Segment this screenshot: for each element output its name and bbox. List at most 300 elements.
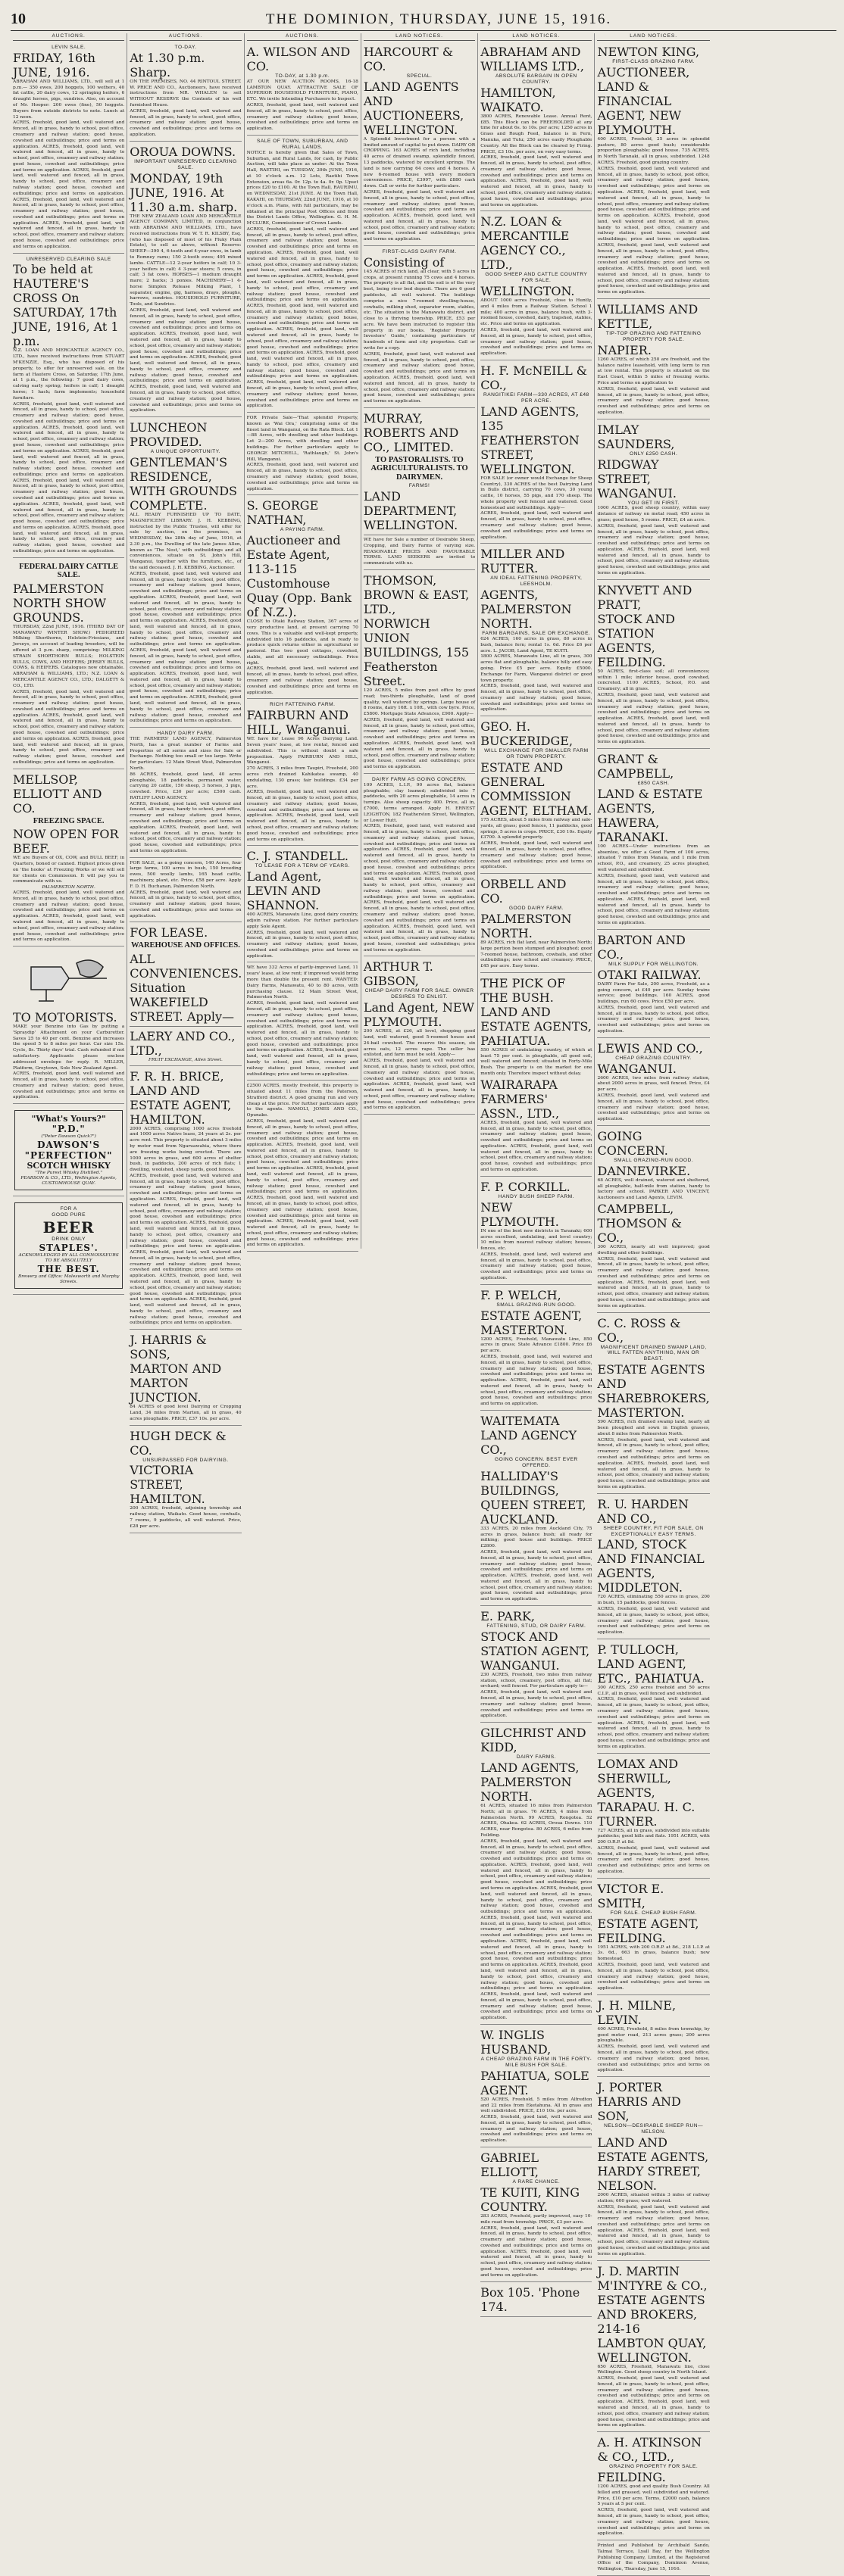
advertisement xyxy=(130,1427,241,1533)
ad-body-continued: ACRES, freehold, good land, well watered and fenced, all in grass, handy to school, post office, creamery and railway station; good house, cowshed and outbuildings; price and terms on application. ACRES, freehold, good land, well watered and fenced, all in grass, handy to school, post office, creamery and railway station; good house, cowshed and outbuildings; price and terms on application. xyxy=(597,692,710,745)
advertisement xyxy=(597,1755,709,1879)
advertiser-name: GEO. H. BUCKERIDGE, xyxy=(480,719,574,749)
whisky-advert xyxy=(14,1110,123,1190)
advertisement xyxy=(597,1641,709,1754)
ad-subheading: £850 CASH. xyxy=(637,780,670,786)
ad-caption: LAND, STOCK AND FINANCIAL AGENTS, MIDDLETON. xyxy=(597,1537,705,1595)
ad-body-continued: ACRES, freehold, good land, well watered and fenced, all in grass, handy to school, post office, creamery and railway station; good house, cowshed and outbuildings; price and terms on application. ACRES, freehold, good land, well watered and fenced, all in grass, handy to school, post office, creamery and railway station; good house, cowshed and outbuildings; price and terms on application. ACRES, freehold, good land, well watered and fenced, all in grass, handy to school, post office, creamery and railway station; good house, cowshed and outbuildings; price and terms on application. ACRES, freehold, good land, well watered and fenced, all in grass, handy to school, post office, creamery and railway station; good house, cowshed and outbuildings; price and terms on application. ACRES, freehold, good land, well watered and fenced, all in grass, handy to school, post office, creamery and railway station; good house, cowshed and outbuildings; price and terms on application. ACRES, freehold, good land, well watered and fenced, all in grass, handy to school, post office, creamery and railway station; good house, cowshed and outbuildings; price and terms on application. ACRES, freehold, good land, well watered and fenced, all in grass, handy to school, post office, creamery and railway station; good house, cowshed and outbuildings; price and terms on application. xyxy=(480,1838,592,2021)
advertisement xyxy=(597,1127,709,1313)
ad-body: 727 ACRES, all in grass, subdivided into suitable paddocks; good hills and flats. 1951 ACRES, with 200 O.R.P. at 8d. xyxy=(597,1828,710,1845)
ad-caption: PALMERSTON NORTH. xyxy=(480,911,572,940)
ad-body: 1800 ACRES, Manawatu Line, all in grass, 300 acres flat and ploughable, balance hilly and easy going. Price £5 per acre. Equity £5000. Exchange for Farm, Wanganui district or good town property. xyxy=(480,654,592,683)
ad-caption: Land Agent, NEW PLYMOUTH. xyxy=(363,1000,474,1030)
ad-subheading: NELSON—DESIRABLE SHEEP RUN—NELSON. xyxy=(604,2123,704,2135)
ad-body-continued: ACRES, freehold, good land, well watered and fenced, all in grass, handy to school, post office, creamery and railway station; good house, cowshed and outbuildings; price and terms on application. ACRES, freehold, good land, well watered and fenced, all in grass, handy to school, post office, creamery and railway station; good house, cowshed and outbuildings; price and terms on application. xyxy=(480,2225,592,2278)
advertisement xyxy=(130,419,241,728)
advertisement xyxy=(247,43,358,136)
ad-body: THURSDAY, 22nd JUNE, 1916. (THIRD DAY OF MANAWATU WINTER SHOW.) PEDIGREED Milking Shorthorns, Holstein-Friesians, and Jerseys, on account of leading breeders, will be offered at 3 p.m. sharp, comprising: MILKING STRAIN SHORTHORN BULLS; HOLSTEIN BULLS, COWS, AND HEIFERS; JERSEY BULLS, COWS, & HEIFERS. Catalogues now obtainable. ABRAHAM & WILLIAMS, LTD.; N.Z. LOAN & MERCANTILE AGENCY CO., LTD.; DALGETY & CO., LTD. xyxy=(13,624,125,688)
advertiser-name: ORBELL AND CO. xyxy=(480,877,567,906)
advertiser-name: A. H. ATKINSON & CO., LTD., xyxy=(597,2435,702,2465)
advert-line: "PERFECTION" xyxy=(24,1150,113,1162)
ad-body: 550 ACRES of undulating country, of which at least 75 per cent. is ploughable, all good soil, well watered and fenced; situated in Forty-Mile Bush. The property is on the market for one month only. Therefore inspect without delay. xyxy=(480,1047,592,1076)
ad-body-continued: ACRES, freehold, good land, well watered and fenced, all in grass, handy to school, post office, creamery and railway station; good house, cowshed and outbuildings; price and terms on application. xyxy=(480,1252,592,1280)
ad-caption: FRIDAY, 16th JUNE, 1916. xyxy=(13,50,95,80)
ad-body: 120 ACRES, 5 miles from post office by good road; two-thirds ploughable, land of good quality, well watered by springs. Large house of 8 rooms, dairy 16ft. x 10ft., with cow byre. Price, £5800. Mortgage State Advances, £900. Apply— xyxy=(363,688,476,717)
ad-subheading: TO-DAY. xyxy=(174,45,197,50)
ad-subheading: CHEAP DAIRY FARM FOR SALE. OWNER DESIRES TO ENLIST. xyxy=(364,988,474,1000)
column-1 xyxy=(11,33,127,1284)
advert-line: PEARSON & CO., LTD., Wellington Agents, CUSTOMHOUSE QUAY. xyxy=(20,1176,117,1187)
ad-subheading: SPECIAL. xyxy=(406,73,433,79)
ad-body-continued: ACRES, freehold, good land, well watered and fenced, all in grass, handy to school, post office, creamery and railway station; good house, cowshed and outbuildings; price and terms on application. ACRES, freehold, good land, well watered and fenced, all in grass, handy to school, post office, creamery and railway station; good house, cowshed and outbuildings; price and terms on application. ACRES, freehold, good land, well watered and fenced, all in grass, handy to school, post office, creamery and railway station; good house, cowshed and outbuildings; price and terms on application. ACRES, freehold, good land, well watered and fenced, all in grass, handy to school, post office, creamery and railway station; good house, cowshed and outbuildings; price and terms on application. ACRES, freehold, good land, well watered and fenced, all in grass, handy to school, post office, creamery and railway station; good house, cowshed and outbuildings; price and terms on application. xyxy=(597,166,710,295)
ad-subheading: FIRST-CLASS GRAZING FARM. xyxy=(612,59,696,64)
advertisement xyxy=(597,43,709,299)
beer-advert xyxy=(14,1202,123,1289)
ad-body: WE have 332 Acres of partly-improved Land, 11 years' lease, at low rent; if improved would bring more than double the present rent. WANTED: Dairy Farms, Manawatu, 40 to 80 acres, with purchasing clause. 12 Main Street West, Palmerston North. xyxy=(246,965,358,1000)
ad-body: THE NEW ZEALAND LOAN AND MERCANTILE AGENCY COMPANY, LIMITED, in conjunction with ABRAHAM AND WILLIAMS, LTD., have received instructions from W. T. R. KILSBY, Esq. (who has disposed of most of his Fluky Plain Estate), to sell as above, without Reserve: SHEEP—390 4, 6-tooth and 4-year ewes, in lamb to Romney rams; 150 2-tooth ewes; 495 mixed lambs. CATTLE—12 2-year heifers in calf; 10 3-year heifers in calf; 4 3-year steers; 5 cows, in calf; 3 fat cows. HORSES—1 medium draught mare; 2 hacks; 3 ponies. MACHINERY—1 4-horse Simplex Release Milking Plant, 1 separator, engine, gig, harness, drays, ploughs, harrows, sundries. HOUSEHOLD FURNITURE, Tools, and Sundries. xyxy=(130,214,242,307)
ad-caption: STOCK AND STATION AGENTS, FEILDING. xyxy=(597,611,675,669)
ad-caption: PALMERSTON NORTH. xyxy=(42,885,95,890)
ad-body: £2500 ACRES, mostly freehold, this property is situated about 11 miles from the Paterson, Stratford district. A good grazing run and very cheap at the price. For further particulars apply to the agents. NAMOLI, JONES AND CO., Opunake. xyxy=(246,1084,358,1118)
column-5 xyxy=(478,33,595,2314)
ad-subheading: CHEAP GRAZING COUNTRY. xyxy=(615,1055,692,1061)
ad-body: 175 ACRES, about 5 miles from railway and sale-yards, all grass; good fences, 11 paddocks, good springs, 5 acres in crops. PRICE, £30 10s. Equity £3700. A splendid property. xyxy=(480,818,592,840)
column-header: AUCTIONS. xyxy=(130,33,241,41)
ad-body: 624 ACRES, 160 acres in grass, 80 acres in bush, balance fern; rental 1s. 6d. Price £6 per acre. L. JACOB, Land Agent, TE KUITI. xyxy=(480,637,592,653)
ad-subheading: FIRST-CLASS DAIRY FARM. xyxy=(382,248,457,254)
advertisement xyxy=(130,924,241,1065)
divider xyxy=(130,1026,241,1027)
advertisement xyxy=(480,1178,592,1285)
advertiser-name: P. TULLOCH, xyxy=(597,1642,679,1657)
advertisement xyxy=(597,1495,709,1639)
ad-body: 1951 ACRES, with 200 O.R.P. at 8d., 218 L.I.P. at 3s. 6d., 663 in grass, balance bush; new homestead. xyxy=(597,1944,710,1962)
advertiser-name: J. PORTER HARRIS AND SON, xyxy=(597,2080,681,2124)
ad-body: FOR SALE (or owner would Exchange for Sheep Country), 330 ACRES of the best Dairying Land in Bulls district, carrying 70 cows, 30 young cattle, 10 horses, 55 pigs, and 170 sheep. The whole property well fenced and watered. Good homestead and outbuildings. Apply— xyxy=(480,476,592,510)
ad-subheading: TO-DAY, at 1.30 p.m. xyxy=(275,73,330,79)
ad-body: 400 ACRES, Manawatu Line, good dairy country, adjoin railway station. For further particulars apply Sole Agent. xyxy=(246,912,358,929)
advert-line: SCOTCH WHISKY xyxy=(27,1161,111,1171)
ad-caption: NOW OPEN FOR BEEF. xyxy=(13,827,119,856)
ad-body-continued: ACRES, freehold, good land, well watered and fenced, all in grass, handy to school, post office, creamery and railway station; good house, cowshed and outbuildings; price and terms on application. ACRES, freehold, good land, well watered and fenced, all in grass, handy to school, post office, creamery and railway station; good house, cowshed and outbuildings; price and terms on application. xyxy=(597,1697,710,1749)
advertisement xyxy=(597,1315,709,1494)
advertiser-name: CAMPBELL, THOMSON & CO., xyxy=(597,1201,683,1245)
ad-subheading: A UNIQUE OPPORTUNITY. xyxy=(150,449,221,455)
ad-body: 100 ACRES—Under instructions from an absentee, we offer a Good Farm of 100 acres, situated 7 miles from Manaia, and 1 mile from school, P.O., and creamery, 25 acres ploughed, well watered and subdivided. xyxy=(597,844,710,872)
ad-body: WE have for Sale a number of Desirable Sheep, Cropping, and Dairy Farms of varying size. REASONABLE PRICES AND FAVOURABLE TERMS. LAND SEEKERS are invited to communicate with us. xyxy=(363,538,476,566)
advertiser-name: WAITEMATA LAND AGENCY CO., xyxy=(480,1414,577,1458)
advertiser-name: KNYVETT AND PRATT, xyxy=(597,582,692,612)
ad-body-continued: ACRES, freehold, good land, well watered and fenced, all in grass, handy to school, post office, creamery and railway station; good house, cowshed and outbuildings; price and terms on application. xyxy=(597,1963,710,1991)
advertisement xyxy=(480,2026,592,2147)
advertisement xyxy=(597,2263,709,2433)
ad-subheading: GOOD DAIRY FARM. xyxy=(508,906,564,912)
ad-subheading: AN IDEAL FATTENING PROPERTY, LEESHOLM. xyxy=(490,575,583,588)
advertisement xyxy=(480,1412,592,1606)
ad-subheading: FATTENING, STUD, OR DAIRY FARM. xyxy=(486,1623,586,1629)
ad-caption: LAND AND ESTATE AGENT, HAMILTON. xyxy=(130,1083,232,1127)
column-4 xyxy=(361,33,478,1249)
advertiser-name: J. D. MARTIN M'INTYRE & CO., xyxy=(597,2263,708,2293)
ad-subheading: DAIRY FARMS. xyxy=(516,1754,556,1760)
ad-caption: MARTON AND MARTON JUNCTION. xyxy=(130,1361,222,1405)
ad-caption: LAND AGENTS, 135 FEATHERSTON STREET, WELLINGTON. xyxy=(480,404,580,476)
ad-subheading: MILK SUPPLY FOR WELLINGTON. xyxy=(608,961,699,967)
column-header: AUCTIONS. xyxy=(247,33,358,41)
advertiser-name: GABRIEL ELLIOTT, xyxy=(480,2150,539,2180)
ad-body: 1000 ACRES, good sheep country, within easy distance of railway on metal road; 450 acres in grass; good house, 5 rooms. PRICE, £4 an acre. xyxy=(597,506,710,522)
ad-body: 1260 ACRES, of which 250 are freehold, and the balance native leasehold, with long term to run at low rental. This property is situated on the East Coast, within 5 miles of freezing works. Price and terms on application to xyxy=(597,357,710,385)
ad-body: 650 ACRES, Freehold, Manawatu line, close Wellington. Good sheep country in North Island. xyxy=(597,2364,710,2375)
ad-caption: LAND AGENTS, PALMERSTON NORTH. xyxy=(480,1760,580,1804)
advertisement xyxy=(130,143,241,417)
ad-subheading: GOOD SHEEP AND CATTLE COUNTRY FOR SALE. xyxy=(485,272,588,284)
advertiser-name: MELLSOP, ELLIOTT AND CO. xyxy=(13,772,102,816)
ad-caption: RIDGWAY STREET, WANGANUI. xyxy=(597,457,677,501)
advertiser-name: C. C. ROSS & CO., xyxy=(597,1315,681,1345)
advertisement xyxy=(480,1286,592,1411)
advertisement xyxy=(247,964,358,1081)
advertiser-name: HARCOURT & CO. xyxy=(363,45,454,73)
advertisement xyxy=(364,248,475,408)
advert-line: FOR A xyxy=(60,1206,77,1212)
ad-body-continued: ACRES, freehold, good land, well watered and fenced, all in grass, handy to school, post office, creamery and railway station; good house, cowshed and outbuildings; price and terms on application. xyxy=(597,1005,710,1034)
newspaper-title: THE DOMINION, THURSDAY, JUNE 15, 1916. xyxy=(265,11,612,27)
ad-body-continued: ACRES, freehold, good land, well watered and fenced, all in grass, handy to school, post office, creamery and railway station; good house, cowshed and outbuildings; price and terms on application. xyxy=(597,1093,710,1122)
advertisement xyxy=(364,410,475,570)
advertisement xyxy=(247,414,358,495)
ad-body: FOR SALE, as a going concern, 140 Acres, four large farms, 100 acres in bush, 150 breeding ewes, 500 woolly lambs, 165 head cattle, machinery, plant, etc. Price, £58 per acre. Apply F. D. H. Buchanan, Palmerston North. xyxy=(130,860,242,889)
ad-caption: PAHIATUA, SOLE AGENT. xyxy=(480,2068,589,2097)
ad-body-continued: ACRES, freehold, good land, well watered and fenced, all in grass, handy to school, post office, creamery and railway station; good house, cowshed and outbuildings; price and terms on application. xyxy=(597,386,710,415)
ad-body: 2000 ACRES, situated within 3 miles of railway station; 600 grass; well watered. xyxy=(597,2192,710,2203)
ad-caption: GENTLEMAN'S RESIDENCE, WITH GROUNDS COMPLETE. xyxy=(130,455,237,513)
ad-heading: FREEZING SPACE. xyxy=(33,816,105,825)
ad-body-continued: ACRES, freehold, good land, well watered and fenced, all in grass, handy to school, post office, creamery and railway station; good house, cowshed and outbuildings; price and terms on application. xyxy=(480,2115,592,2144)
advert-line: "The Purest Whisky Distilled." xyxy=(35,1171,102,1176)
advertisement xyxy=(480,975,592,1177)
ad-body: THE FARMERS' LAND AGENCY, Palmerston North, has a great number of Farms and Properties of all sorms and sizes for Sale or Exchange. Nothing too small or too large. Write for particulars. 12 Main Street West, Palmerston North. xyxy=(130,737,242,771)
ad-caption: Box 105. 'Phone 174. xyxy=(480,2284,580,2314)
advertiser-name: THE PICK OF THE BUSH. xyxy=(480,975,566,1005)
advertisement xyxy=(480,43,592,211)
advertisement xyxy=(480,2149,592,2282)
advertiser-name: LOMAX AND SHERWILL, xyxy=(597,1756,679,1785)
ad-body-continued: ACRES, freehold, good land, well watered and fenced, all in grass, handy to school, post office, creamery and railway station; good house, cowshed and outbuildings; price and terms on application. ACRES, freehold, good land, well watered and fenced, all in grass, handy to school, post office, creamery and railway station; good house, cowshed and outbuildings; price and terms on application. ACRES, freehold, good land, well watered and fenced, all in grass, handy to school, post office, creamery and railway station; good house, cowshed and outbuildings; price and terms on application. xyxy=(246,1001,358,1077)
page-number: 10 xyxy=(11,11,26,27)
ad-body-continued: ACRES, freehold, good land, well watered and fenced, all in grass, handy to school, post office, creamery and railway station; good house, cowshed and outbuildings; price and terms on application. xyxy=(246,103,358,132)
ad-subheading: MAGNIFICENT DRAINED SWAMP LAND, WILL FATTEN ANYTHING, MAN OR BEAST. xyxy=(600,1344,707,1362)
ad-body: 590 ACRES, rich drained swamp land, nearly all been ploughed and sown in English grasses, about 8 miles from Palmerston North. xyxy=(597,1420,710,1436)
ad-caption: TE KUITI, KING COUNTRY. xyxy=(480,2185,580,2214)
ad-body-continued: ACRES, freehold, good land, well watered and fenced, all in grass, handy to school, post office, creamery and railway station; good house, cowshed and outbuildings; price and terms on application. ACRES, freehold, good land, well watered and fenced, all in grass, handy to school, post office, creamery and railway station; good house, cowshed and outbuildings; price and terms on application. xyxy=(480,1549,592,1602)
ad-body-continued: ACRES, freehold, good land, well watered and fenced, all in grass, handy to school, post office, creamery and railway station; good house, cowshed and outbuildings; price and terms on application. xyxy=(246,666,358,695)
column-header: LAND NOTICES. xyxy=(364,33,475,41)
ad-body-continued: ACRES, freehold, good land, well watered and fenced, all in grass, handy to school, post office, creamery and railway station; good house, cowshed and outbuildings; price and terms on application. xyxy=(597,2508,710,2537)
ad-body-continued: ACRES, freehold, good land, well watered and fenced, all in grass, handy to school, post office, creamery and railway station; good house, cowshed and outbuildings; price and terms on application. ACRES, freehold, good land, well watered and fenced, all in grass, handy to school, post office, creamery and railway station; good house, cowshed and outbuildings; price and terms on application. ACRES, freehold, good land, well watered and fenced, all in grass, handy to school, post office, creamery and railway station; good house, cowshed and outbuildings; price and terms on application. ACRES, freehold, good land, well watered and fenced, all in grass, handy to school, post office, creamery and railway station; good house, cowshed and outbuildings; price and terms on application. ACRES, freehold, good land, well watered and fenced, all in grass, handy to school, post office, creamery and railway station; good house, cowshed and outbuildings; price and terms on application. ACRES, freehold, good land, well watered and fenced, all in grass, handy to school, post office, creamery and railway station; good house, cowshed and outbuildings; price and terms on application. ACRES, freehold, good land, well watered and fenced, all in grass, handy to school, post office, creamery and railway station; good house, cowshed and outbuildings; price and terms on application. xyxy=(246,226,358,409)
ad-heading: WAREHOUSE AND OFFICES. xyxy=(131,941,240,950)
ad-caption: Auctioneer and Estate Agent, 113-115 Customhouse Quay (Opp. Bank of N.Z.). xyxy=(246,533,352,620)
advertisement xyxy=(597,1880,709,1995)
ad-body-continued: ACRES, freehold, good land, well watered and fenced, all in grass, handy to school, post office, creamery and railway station; good house, cowshed and outbuildings; price and terms on application. xyxy=(597,1845,710,1874)
advertisement xyxy=(247,847,358,962)
advertisement xyxy=(597,301,709,419)
advert-line: Brewery and Office: Molesworth and Murphy Streets. xyxy=(17,1274,120,1284)
advertiser-name: NEWTON KING, xyxy=(597,45,700,59)
advertisement xyxy=(364,958,475,1115)
ad-caption: HALLIDAY'S BUILDINGS, QUEEN STREET, AUCKLAND. xyxy=(480,1468,586,1527)
ad-body-continued: ACRES, freehold, good land, well watered and fenced, all in grass, handy to school, post office, creamery and railway station; good house, cowshed and outbuildings; price and terms on application. ACRES, freehold, good land, well watered and fenced, all in grass, handy to school, post office, creamery and railway station; good house, cowshed and outbuildings; price and terms on application. xyxy=(246,790,358,842)
advertiser-name: N.Z. LOAN & MERCANTILE AGENCY CO., LTD., xyxy=(480,214,570,273)
ad-caption: Land Agent, LEVIN AND SHANNON. xyxy=(246,869,322,913)
advertiser-name: W. INGLIS HUSBAND, xyxy=(480,2027,552,2057)
ad-body-continued: ACRES, freehold, good land, well watered and fenced, all in grass, handy to school, post office, creamery and railway station; good house, cowshed and outbuildings; price and terms on application. ACRES, freehold, good land, well watered and fenced, all in grass, handy to school, post office, creamery and railway station; good house, cowshed and outbuildings; price and terms on application. xyxy=(13,890,125,943)
illustration xyxy=(13,952,124,1008)
ad-body: ALL READY FURNISHED UP TO DATE, MAGNIFICENT LIBRARY. J. H. KEBBING, instructed by the Public Trustee, will offer for sale by auction, on the premises, on WEDNESDAY, the 28th day of June, 1916, at 2.30 p.m., the Dwelling of the late James Allen, known as 'The Nest,' with outbuildings and all conveniences, situate on St. John's Hill, Wanganui, together with the furniture, etc., of the said deceased. J. H. KEBBING, Auctioneer. xyxy=(130,513,242,571)
ad-caption: LEVIN. xyxy=(597,2012,642,2027)
advertisement xyxy=(597,750,709,930)
ad-body: AT OUR NEW AUCTION ROOMS, 16-18 LAMBTON QUAY. ATTRACTIVE SALE OF SUPERIOR HOUSEHOLD FURNITURE, PIANO, ETC. We invite Intending Purchasers to Inspect. xyxy=(246,79,358,102)
advertisement xyxy=(247,137,358,413)
ad-body-continued: ACRES, freehold, good land, well watered and fenced, all in grass, handy to school, post office, creamery and railway station; good house, cowshed and outbuildings; price and terms on application. ACRES, freehold, good land, well watered and fenced, all in grass, handy to school, post office, creamery and railway station; good house, cowshed and outbuildings; price and terms on application. xyxy=(363,1059,476,1111)
ad-body: 68 ACRES, well drained, watered and sheltered, all ploughable, half-mile from station, handy to factory and school. PARKER AND VINCENT, Auctioneers and Land Agents, LEVIN. xyxy=(597,1177,710,1201)
ad-body: 3800 ACRES, Renewable Lease. Annual Rent, £85. This Block can be FREEHOLDED at any time for about 6s. to 10s. per acre; 1250 acres in Grass and Rough Feed, balance is in Fern, Manuka, and Tutu; 250 acres easily Ploughable Country. All the Block can be cleared by Firing. PRICE, £3 10s. per acre, on very easy terms. xyxy=(480,114,592,154)
ad-subheading: ABSOLUTE BARGAIN IN OPEN COUNTRY. xyxy=(495,73,577,85)
ad-body-continued: ACRES, freehold, good land, well watered and fenced, all in grass, handy to school, post office, creamery and railway station; good house, cowshed and outbuildings; price and terms on application. xyxy=(13,1071,125,1100)
advert-line: ("Peter Dawson Quick?") xyxy=(41,1134,96,1140)
ad-subheading: SHEEP COUNTRY, FIT FOR SALE, ON EXCEPTIONALLY EASY TERMS. xyxy=(603,1525,704,1537)
ad-subheading: IMPORTANT UNRESERVED CLEARING SALE. xyxy=(134,158,237,170)
ad-body: CLOSE to Otaki Railway Station, 367 acres of very productive land, at present carrying 70 cows. This is a valuable and well-kept property, subdivided into 16 paddocks, and is ready to produce quick returns either in agricultural or pastoral. Has two good cottages, cowshed, stable, and all necessary outbuildings. Price right. xyxy=(246,619,358,666)
ad-body-continued: ACRES, freehold, good land, well watered and fenced, all in grass, handy to school, post office, creamery and railway station; good house, cowshed and outbuildings; price and terms on application. ACRES, freehold, good land, well watered and fenced, all in grass, handy to school, post office, creamery and railway station; good house, cowshed and outbuildings; price and terms on application. ACRES, freehold, good land, well watered and fenced, all in grass, handy to school, post office, creamery and railway station; good house, cowshed and outbuildings; price and terms on application. ACRES, freehold, good land, well watered and fenced, all in grass, handy to school, post office, creamery and railway station; good house, cowshed and outbuildings; price and terms on application. ACRES, freehold, good land, well watered and fenced, all in grass, handy to school, post office, creamery and railway station; good house, cowshed and outbuildings; price and terms on application. ACRES, freehold, good land, well watered and fenced, all in grass, handy to school, post office, creamery and railway station; good house, cowshed and outbuildings; price and terms on application. xyxy=(13,401,125,554)
ad-body: ABRAHAM AND WILLIAMS, LTD., will sell at 1 p.m.— 350 ewes, 200 hoggets, 100 wethers, 40 fat cattle, 20 dairy cows, 12 springing heifers, 6 draught horses, pigs, sundries. Also, on account of Mr. Hooper: 200 ewes (fine), 50 hoggets. Buyers from outside districts to note. Lunch at 12 noon. xyxy=(13,79,125,120)
ad-body: 2600 ACRES, two miles from railway station, about 2000 acres in grass, well fenced. Price, £4 per acre. xyxy=(597,1075,710,1093)
ad-subheading: GOING CONCERN. BEST EVER OFFERED. xyxy=(494,1457,578,1468)
ad-body: 89 ACRES, rich flat land, near Palmerston North; large portion been stumped and ploughed; good 7-roomed house, bathroom, cowbails, and other outbuildings; new school and creamery. PRICE, £45 per acre. Easy terms. xyxy=(480,940,592,969)
advertiser-name: LAERY AND CO., LTD., xyxy=(130,1028,236,1058)
ad-body: 520 ACRES, Freehold, 5 miles from Alfredton and 22 miles from Eketahuna. All in grass and well subdivided. PRICE, £10 10s. per acre. xyxy=(480,2097,592,2114)
ad-caption: ESTATE AGENTS AND SHAREBROKERS, MASTERTON. xyxy=(597,1362,710,1421)
ad-subheading: HANDY DAIRY FARM. xyxy=(157,731,214,737)
columns xyxy=(11,33,836,2572)
ad-heading: FEDERAL DAIRY CATTLE SALE. xyxy=(19,562,119,580)
advert-line: THE BEST. xyxy=(37,1263,100,1274)
ad-caption: NORWICH UNION BUILDINGS, 155 Featherston Street. xyxy=(363,616,470,688)
advertiser-name: C. J. STANDELL. xyxy=(246,849,349,864)
advertiser-name: J. HARRIS & SONS, xyxy=(130,1333,207,1362)
advertisement xyxy=(597,582,709,749)
advertiser-name: LEWIS AND CO., xyxy=(597,1040,703,1056)
ad-caption: ESTATE AND GENERAL COMMISSION AGENT, ELTHAM. xyxy=(480,760,592,819)
ad-body-continued: ACRES, freehold, good land, well watered and fenced, all in grass, handy to school, post office, creamery and railway station; good house, cowshed and outbuildings; price and terms on application. xyxy=(246,930,358,959)
ad-caption: TO MOTORISTS. xyxy=(13,1010,117,1025)
advertisement xyxy=(13,1106,124,1196)
ad-body-continued: ACRES, freehold, good land, well watered and fenced, all in grass, handy to school, post office, creamery and railway station; good house, cowshed and outbuildings; price and terms on application. ACRES, freehold, good land, well watered and fenced, all in grass, handy to school, post office, creamery and railway station; good house, cowshed and outbuildings; price and terms on application. xyxy=(597,523,710,576)
ad-body-continued: ACRES, freehold, good land, well watered and fenced, all in grass, handy to school, post office, creamery and railway station; good house, cowshed and outbuildings; price and terms on application. ACRES, freehold, good land, well watered and fenced, all in grass, handy to school, post office, creamery and railway station; good house, cowshed and outbuildings; price and terms on application. xyxy=(363,351,476,404)
ad-subheading: SMALL GRAZING-RUN GOOD. xyxy=(614,1157,694,1163)
advert-line: DRINK ONLY xyxy=(52,1236,86,1242)
ad-body-continued: ACRES, freehold, good land, well watered and fenced, all in grass, handy to school, post office, creamery and railway station; good house, cowshed and outbuildings; price and terms on application. xyxy=(480,684,592,713)
ad-subheading: UNSURPASSED FOR DAIRYING. xyxy=(142,1457,229,1463)
advertisement xyxy=(13,948,124,1104)
ad-body-continued: ACRES, freehold, good land, well watered and fenced, all in grass, handy to school, post office, creamery and railway station; good house, cowshed and outbuildings; price and terms on application. xyxy=(130,890,242,918)
advertiser-name: MILLER AND RUTTER. xyxy=(480,547,565,576)
ad-body: Printed and Published by Archibald Sando, Talmai Terrace, Lyall Bay, for the Wellington Publishing Company, Limited, at the Registered Office of the Company, Dominion Avenue, Wellington, Thursday, June 15, 1916. xyxy=(597,2543,710,2572)
column-header: LAND NOTICES. xyxy=(480,33,592,41)
ad-subheading: LEVIN SALE. xyxy=(52,45,86,50)
ad-body-continued: ACRES, freehold, good land, well watered and fenced, all in grass, handy to school, post office, creamery and railway station; good house, cowshed and outbuildings; price and terms on application. ACRES, freehold, good land, well watered and fenced, all in grass, handy to school, post office, creamery and railway station; good house, cowshed and outbuildings; price and terms on application. ACRES, freehold, good land, well watered and fenced, all in grass, handy to school, post office, creamery and railway station; good house, cowshed and outbuildings; price and terms on application. ACRES, freehold, good land, well watered and fenced, all in grass, handy to school, post office, creamery and railway station; good house, cowshed and outbuildings; price and terms on application. ACRES, freehold, good land, well watered and fenced, all in grass, handy to school, post office, creamery and railway station; good house, cowshed and outbuildings; price and terms on application. ACRES, freehold, good land, well watered and fenced, all in grass, handy to school, post office, creamery and railway station; good house, cowshed and outbuildings; price and terms on application. xyxy=(130,1173,242,1326)
advertisement xyxy=(480,1724,592,2025)
ad-caption: AGENTS, PALMERSTON NORTH. xyxy=(480,588,572,632)
ad-subheading: SALE OF TOWN, SUBURBAN, AND RURAL LANDS. xyxy=(256,138,349,150)
ad-body-continued: ACRES, freehold, good land, well watered and fenced, all in grass, handy to school, post office, creamery and railway station; good house, cowshed and outbuildings; price and terms on application. ACRES, freehold, good land, well watered and fenced, all in grass, handy to school, post office, creamery and railway station; good house, cowshed and outbuildings; price and terms on application. ACRES, freehold, good land, well watered and fenced, all in grass, handy to school, post office, creamery and railway station; good house, cowshed and outbuildings; price and terms on application. ACRES, freehold, good land, well watered and fenced, all in grass, handy to school, post office, creamery and railway station; good house, cowshed and outbuildings; price and terms on application. ACRES, freehold, good land, well watered and fenced, all in grass, handy to school, post office, creamery and railway station; good house, cowshed and outbuildings; price and terms on application. ACRES, freehold, good land, well watered and fenced, all in grass, handy to school, post office, creamery and railway station; good house, cowshed and outbuildings; price and terms on application. xyxy=(130,571,242,724)
ad-subheading: TO LEASE FOR A TERM OF YEARS. xyxy=(255,863,350,869)
advertiser-name: WAIRARAPA FARMERS' ASSN., LTD., xyxy=(480,1077,560,1121)
advertisement xyxy=(247,1082,358,1252)
advertisement xyxy=(247,497,358,699)
ad-caption: OTAKI RAILWAY. xyxy=(597,967,702,982)
column-2 xyxy=(127,33,244,1529)
ad-body-continued: ACRES, freehold, good land, well watered and fenced, all in grass, handy to school, post office, creamery and railway station; good house, cowshed and outbuildings; price and terms on application. xyxy=(246,463,358,491)
advertiser-name: R. U. HARDEN AND CO., xyxy=(597,1496,689,1526)
ad-body-continued: ACRES, freehold, good land, well watered and fenced, all in grass, handy to school, post office, creamery and railway station; good house, cowshed and outbuildings; price and terms on application. ACRES, freehold, good land, well watered and fenced, all in grass, handy to school, post office, creamery and railway station; good house, cowshed and outbuildings; price and terms on application. xyxy=(480,155,592,207)
advertiser-name: HUGH DECK & CO. xyxy=(130,1428,227,1458)
ad-subheading: RANGITIKEI FARM—330 ACRES, AT £48 PER ACRE. xyxy=(483,391,589,404)
ad-body: 1200 ACRES, Freehold, Manawatu Line, 850 acres in grass; State Advance £1800. Price £6 per acre. xyxy=(480,1336,592,1354)
ad-body-continued: ACRES, freehold, good land, well watered and fenced, all in grass, handy to school, post office, creamery and railway station; good house, cowshed and outbuildings; price and terms on application. ACRES, freehold, good land, well watered and fenced, all in grass, handy to school, post office, creamery and railway station; good house, cowshed and outbuildings; price and terms on application. ACRES, freehold, good land, well watered and fenced, all in grass, handy to school, post office, creamery and railway station; good house, cowshed and outbuildings; price and terms on application. ACRES, freehold, good land, well watered and fenced, all in grass, handy to school, post office, creamery and railway station; good house, cowshed and outbuildings; price and terms on application. ACRES, freehold, good land, well watered and fenced, all in grass, handy to school, post office, creamery and railway station; good house, cowshed and outbuildings; price and terms on application. xyxy=(13,120,125,249)
advertisement xyxy=(597,1040,709,1126)
advertisement xyxy=(480,2284,592,2317)
ad-body: 400 ACRES, Freehold, 25 acres in splendid pasture, 80 acres good bush; considerable proportion ploughable; good house. 735 ACRES, in North Taranaki, all in grass, subdivided. 1248 ACRES, Freehold, good grazing country. xyxy=(597,136,710,166)
advertiser-name: VICTOR E. SMITH, xyxy=(597,1881,664,1910)
ad-caption: FEILDING. xyxy=(597,2470,666,2485)
ad-subheading: SMALL GRAZING-RUN GOOD. xyxy=(496,1302,577,1308)
ad-body: NOTICE is hereby given that Sales of Town, Suburban, and Rural Lands, for cash, by Public Auction, will take place as under: At the Town Hall, RAETIHI, on TUESDAY, 20th JUNE, 1916, at 10 o'clock a.m. 12 Lots, Raetihi Town Extension, areas 6a. 0r. 12p. to 4a. 0r. 0p. Upset prices £20 to £100. At the Town Hall, RAURIMU, on WEDNESDAY, 21st JUNE. At the Town Hall, KAKAHI, on THURSDAY, 22nd JUNE, 1916, at 10 o'clock a.m. Plans, with full particulars, may be obtained at the principal Post Offices and from the District Lands Office, Wellington. G. H. M. M'CLURE, Commissioner of Crown Lands. xyxy=(246,150,358,226)
ad-body: DAIRY Farm For Sale, 200 acres, Freehold, as a going concern, at £40 per acre. Sunday trains service; good buildings. 160 ACRES, good buildings, run 60 cows. Price £50 per acre. xyxy=(597,981,710,1005)
advert-line: DAWSON'S xyxy=(37,1140,101,1151)
advertisement xyxy=(13,43,124,254)
advertiser-name: WILLIAMS AND KETTLE, xyxy=(597,302,699,331)
advertiser-name: H. F. McNEILL & CO., xyxy=(480,363,588,392)
ad-body: 84 ACRES of good level Dairying or Cropping Land, 34 miles from Marton, all in grass, 40 acres ploughable. PRICE, £37 10s. per acre. xyxy=(130,1405,242,1421)
ad-body: 50 ACRES, first-class soil; all conveniences; within 1 mile; inferior house, good cowshed, concreted. 1100 ACRES, School, P.O. and Creamery; all in grass. xyxy=(597,669,710,692)
ad-body-continued: ACRES, freehold, good land, well watered and fenced, all in grass, handy to school, post office, creamery and railway station; good house, cowshed and outbuildings; price and terms on application. ACRES, freehold, good land, well watered and fenced, all in grass, handy to school, post office, creamery and railway station; good house, cowshed and outbuildings; price and terms on application. xyxy=(597,2376,710,2428)
ad-body: 270 ACRES, 3 miles from Taupiri, Freehold, 200 acres rich drained Kahikatea swamp, 40 undulating, 130 grass; fair buildings. £34 per acre. xyxy=(246,766,358,789)
ad-body: 333 ACRES, 20 miles from Auckland City, 75 acres in grass, balance bush; all ready for milking; good house and buildings. PRICE £2800. xyxy=(480,1526,592,1549)
advertiser-name: ABRAHAM AND WILLIAMS LTD., xyxy=(480,45,584,73)
ad-body: 145 ACRES of rich land, all clear, with 5 acres in crops, at present running 75 cows and 4 horses. The property is all flat, and the soil is of the very best, being river bed deposit. There are 6 good paddocks, all well watered. The buildings comprise a nice 7-roomed dwelling-house, cowbails, milking shed, separator room, stables, etc. The situation is the Manawatu district, and close to a thriving township. PRICE, £53 per acre. We have been instructed to register this property in our books. 'Register Property Investors' Guide,' containing particulars of hundreds of farm and city properties. Call or write for a copy. xyxy=(363,269,476,351)
advert-line: "P.D." xyxy=(52,1124,86,1135)
ad-subheading: HANDY BUSH SHEEP FARM. xyxy=(498,1193,574,1199)
ad-caption: LAND AGENT, ETC., PAHIATUA. xyxy=(597,1656,705,1686)
advertiser-name: GRANT & CAMPBELL, xyxy=(597,751,674,781)
advertisement xyxy=(597,2434,709,2540)
ad-subheading: DAIRY FARM AS GOING CONCERN. xyxy=(371,776,467,782)
advertisement xyxy=(597,421,709,580)
advertiser-name: E. PARK, xyxy=(480,1609,535,1623)
ad-body: ABOUT 1000 acres Freehold, close to Huntly, and 4 miles from a Railway Station. School 1 mile; 400 acres in grass, balance bush, with 3-roomed house, cowshed, dairy, trapshed, stables, etc. Price and terms on application. xyxy=(480,298,592,327)
advertiser-name: F. P. WELCH, xyxy=(480,1287,561,1302)
ad-body: 400 ACRES, Freehold, 8 miles from township, by good motor road, 213 acres grass; 200 acres ploughable. xyxy=(597,2026,710,2044)
carburettor-illustration xyxy=(23,952,114,1005)
ad-body-continued: ACRES, freehold, good land, well watered and fenced, all in grass, handy to school, post office, creamery and railway station; good house, cowshed and outbuildings; price and terms on application. xyxy=(130,108,242,137)
column-header: LAND NOTICES. xyxy=(597,33,709,41)
advertisement xyxy=(130,729,241,858)
advertiser-name: MURRAY, ROBERTS AND CO., LIMITED. xyxy=(363,410,459,454)
advertisement xyxy=(480,545,592,716)
ad-body-continued: ACRES, freehold, good land, well watered and fenced, all in grass, handy to school, post office, creamery and railway station; good house, cowshed and outbuildings; price and terms on application. ACRES, freehold, good land, well watered and fenced, all in grass, handy to school, post office, creamery and railway station; good house, cowshed and outbuildings; price and terms on application. xyxy=(597,1437,710,1489)
ad-body: IN one of the best new districts in Taranaki; 600 acres excellent, undulating, and level country; 10 miles from nearest railway station; houses, fences, etc. xyxy=(480,1228,592,1252)
ad-body-continued: ACRES, freehold, good land, well watered and fenced, all in grass, handy to school, post office, creamery and railway station; good house, cowshed and outbuildings; price and terms on application. xyxy=(480,1690,592,1719)
advert-line: ACKNOWLEDGED BY ALL CONNOISSEURS TO BE ABSOLUTELY xyxy=(18,1252,119,1263)
advertisement xyxy=(364,572,475,774)
ad-body: 86 ACRES, freehold, good land, 40 acres ploughable, 18 paddocks, permanent water, carrying 20 cattle, 150 sheep, 3 horses, 3 pigs, cowshed. Price, £30 per acre; £500 cash. RATLIFF LAND AGENCY. xyxy=(130,772,242,800)
ad-body: ON THE PREMISES, NO. 44 RINTOUL STREET. W. PRICE AND CO., Auctioneers, have received instructions from MR. WHALEN to sell WITHOUT RESERVE the Contents of his well furnished House. xyxy=(130,79,242,108)
advertisement xyxy=(480,362,592,544)
advertisement xyxy=(13,771,124,947)
ad-caption: To be held at HAUTERE'S CROSS On SATURDAY, 17th JUNE, 1916, At 1 p.m. xyxy=(13,262,119,349)
ad-subheading: A RARE CHANCE. xyxy=(512,2179,561,2185)
ad-subheading: FARMS! xyxy=(408,483,430,489)
ad-subheading: TIP-TOP GRAZING AND FATTENING PROPERTY FOR SALE. xyxy=(605,331,702,342)
ad-body-continued: ACRES, freehold, good land, well watered and fenced, all in grass, handy to school, post office, creamery and railway station; good house, cowshed and outbuildings; price and terms on application. ACRES, freehold, good land, well watered and fenced, all in grass, handy to school, post office, creamery and railway station; good house, cowshed and outbuildings; price and terms on application. ACRES, freehold, good land, well watered and fenced, all in grass, handy to school, post office, creamery and railway station; good house, cowshed and outbuildings; price and terms on application. ACRES, freehold, good land, well watered and fenced, all in grass, handy to school, post office, creamery and railway station; good house, cowshed and outbuildings; price and terms on application. ACRES, freehold, good land, well watered and fenced, all in grass, handy to school, post office, creamery and railway station; good house, cowshed and outbuildings; price and terms on application. xyxy=(246,1119,358,1248)
ad-body-continued: ACRES, freehold, good land, well watered and fenced, all in grass, handy to school, post office, creamery and railway station; good house, cowshed and outbuildings; price and terms on application. ACRES, freehold, good land, well watered and fenced, all in grass, handy to school, post office, creamery and railway station; good house, cowshed and outbuildings; price and terms on application. xyxy=(130,801,242,853)
ad-caption: Consisting of xyxy=(363,254,445,270)
advertisement xyxy=(597,2542,709,2576)
advertiser-name: IMLAY SAUNDERS, xyxy=(597,422,675,451)
ad-body-continued: ACRES, freehold, good land, well watered and fenced, all in grass, handy to school, post office, creamery and railway station; good house, cowshed and outbuildings; price and terms on application. ACRES, freehold, good land, well watered and fenced, all in grass, handy to school, post office, creamery and railway station; good house, cowshed and outbuildings; price and terms on application. xyxy=(597,2204,710,2256)
advertisement xyxy=(480,718,592,874)
advertisement xyxy=(13,255,124,558)
advertisement xyxy=(597,1997,709,2077)
ad-body-continued: ACRES, freehold, good land, well watered and fenced, all in grass, handy to school, post office, creamery and railway station; good house, cowshed and outbuildings; price and terms on application. ACRES, freehold, good land, well watered and fenced, all in grass, handy to school, post office, creamery and railway station; good house, cowshed and outbuildings; price and terms on application. xyxy=(597,1256,710,1308)
advertisement xyxy=(597,931,709,1038)
advertisement xyxy=(364,775,475,957)
ad-caption: ALL CONVENIENCES. Situation WAKEFIELD STREET. Apply— xyxy=(130,952,242,1024)
ad-body-continued: ACRES, freehold, good land, well watered and fenced, all in grass, handy to school, post office, creamery and railway station; good house, cowshed and outbuildings; price and terms on application. ACRES, freehold, good land, well watered and fenced, all in grass, handy to school, post office, creamery and railway station; good house, cowshed and outbuildings; price and terms on application. xyxy=(480,1120,592,1173)
ad-body-continued: ACRES, freehold, good land, well watered and fenced, all in grass, handy to school, post office, creamery and railway station; good house, cowshed and outbuildings; price and terms on application. xyxy=(480,511,592,540)
ad-body: 230 ACRES, Freehold, two miles from railway station, school, creamery, post office, all flat; orchard; well fenced. For particulars apply to— xyxy=(480,1672,592,1689)
ad-caption: ESTATE AGENT, FEILDING. xyxy=(597,1916,699,1945)
advertiser-name: OROUA DOWNS. xyxy=(130,144,236,159)
ad-caption: VICTORIA STREET, HAMILTON. xyxy=(130,1463,205,1507)
ad-subheading: A CHEAP GRAZING FARM IN THE FORTY-MILE BUSH FOR SALE. xyxy=(480,2056,592,2068)
ad-caption: LAND & ESTATE AGENTS, HAWERA, TARANAKI. xyxy=(597,786,703,844)
ad-caption: HAMILTON, WAIKATO. xyxy=(480,85,556,114)
ad-caption: LAND DEPARTMENT, WELLINGTON. xyxy=(363,489,458,533)
ad-caption: LAND AND ESTATE AGENTS, PAHIATUA. xyxy=(480,1004,592,1048)
ad-caption: AUCTIONEER, LAND & FINANCIAL AGENT, NEW PLYMOUTH. xyxy=(597,64,690,137)
ad-body: 283 ACRES, Freehold, partly improved, easy 10-mile road from township. PRICE, £3 per acre. xyxy=(480,2213,592,2225)
ad-body-continued: ACRES, freehold, good land, well watered and fenced, all in grass, handy to school, post office, creamery and railway station; good house, cowshed and outbuildings; price and terms on application. ACRES, freehold, good land, well watered and fenced, all in grass, handy to school, post office, creamery and railway station; good house, cowshed and outbuildings; price and terms on application. xyxy=(597,873,710,926)
advertiser-name: FOR LEASE. xyxy=(130,925,208,940)
ad-body: 109 ACRES, L.I.P., 90 acres flat, balance ploughable; clay loamed; subdivided into 7 paddocks, with 20 acres ploughable, 14 acres in turnips. Also sheep capacity 400. Price, all in, £7000, terms arranged. Apply H. ERNEST LEIGHTON, 182 Featherston Street, Wellington, or Lower Hutt. xyxy=(363,782,476,823)
ad-body: 300 ACRES, nearly all well improved; good dwelling and other buildings. xyxy=(597,1244,710,1255)
ad-subheading: WILL EXCHANGE FOR SMALLER FARM OR TOWN PROPERTY. xyxy=(484,748,589,760)
advertiser-name: BARTON AND CO., xyxy=(597,932,686,962)
ad-subheading: UNRESERVED CLEARING SALE xyxy=(26,256,111,262)
advertiser-name: GILCHRIST AND KIDD, xyxy=(480,1726,586,1755)
ad-subheading: A PAYING FARM. xyxy=(280,527,325,533)
ad-body-continued: ACRES, freehold, good land, well watered and fenced, all in grass, handy to school, post office, creamery and railway station; good house, cowshed and outbuildings; price and terms on application. ACRES, freehold, good land, well watered and fenced, all in grass, handy to school, post office, creamery and railway station; good house, cowshed and outbuildings; price and terms on application. ACRES, freehold, good land, well watered and fenced, all in grass, handy to school, post office, creamery and railway station; good house, cowshed and outbuildings; price and terms on application. ACRES, freehold, good land, well watered and fenced, all in grass, handy to school, post office, creamery and railway station; good house, cowshed and outbuildings; price and terms on application. xyxy=(130,308,242,413)
advertisement xyxy=(480,213,592,360)
advertiser-name: F. R. H. BRICE, xyxy=(130,1068,224,1084)
column-3 xyxy=(245,33,361,1249)
advertisement xyxy=(130,1068,241,1330)
advertisement xyxy=(247,700,358,846)
ad-body: 1200 ACRES, good and quality Bush Country. All felled and grassed, well subdivided and watered. Price, £10 per acre. Terms, £2000 cash, balance 5 years at 5 per cent. xyxy=(597,2484,710,2507)
advert-line: "What's Yours?" xyxy=(31,1114,106,1124)
